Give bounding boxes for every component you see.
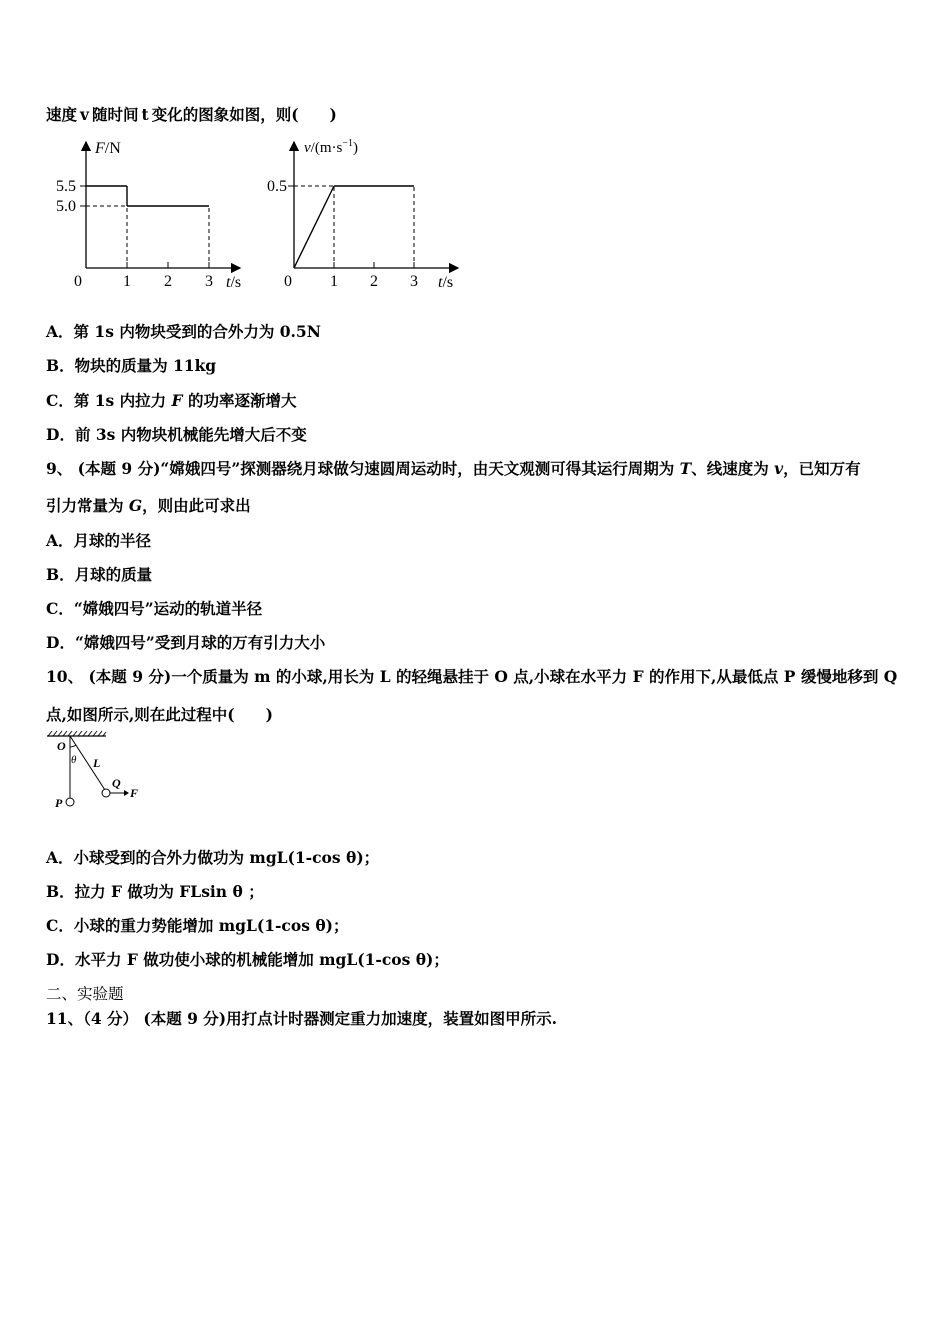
q8-option-d: D．前 3s 内物块机械能先增大后不变 [46,425,307,444]
f-y-tick-label: 5.5 [56,178,76,195]
label-q: Q [112,776,121,790]
q9-option-a: A．月球的半径 [46,531,152,550]
force-time-graph [40,132,260,297]
f-graph-xlabel: t/s [226,274,242,291]
v-graph-xlabel: t/s [438,274,454,291]
question-8-tail: 速度 v 随时间 t 变化的图象如图，则( ) [46,105,337,124]
q9-option-c: C．“嫦娥四号”运动的轨道半径 [46,599,263,618]
f-x-tick-label: 0 [74,273,82,290]
label-l: L [93,756,101,770]
section-title: 二、实验题 [46,985,124,1003]
q10-option-a: A．小球受到的合外力做功为 mgL(1-cos θ)； [46,848,380,867]
v-series-segment [294,186,334,268]
v-x-tick-label: 0 [284,273,292,290]
label-o: O [57,739,66,753]
q8-option-b: B．物块的质量为 11kg [46,356,217,375]
q9-option-d: D．“嫦娥四号”受到月球的万有引力大小 [46,633,326,652]
v-x-tick-label: 2 [370,273,378,290]
question-10-line2: 点,如图所示,则在此过程中( ) [46,705,273,724]
f-x-tick-label: 2 [164,273,172,290]
label-p: P [55,796,63,810]
ball-p [66,798,74,806]
v-y-tick-label: 0.5 [267,178,287,195]
f-x-tick-label: 3 [205,273,213,290]
label-theta: θ [71,754,77,766]
v-graph-ylabel: $v/(m\cdot s^{-1})$ [304,138,358,156]
v-x-tick-label: 1 [330,273,338,290]
var-t: t [141,105,149,124]
f-x-tick-label: 1 [123,273,131,290]
force-arrowhead [124,790,129,796]
pendulum-figure [44,730,154,815]
question-9-line2: 引力常量为 G，则由此可求出 [46,496,251,515]
question-11: 11、（4 分） (本题 9 分)用打点计时器测定重力加速度，装置如图甲所示. [46,1009,558,1028]
q8-option-a: A．第 1s 内物块受到的合外力为 0.5N [46,322,321,341]
q10-option-d: D．水平力 F 做功使小球的机械能增加 mgL(1-cos θ)； [46,950,449,969]
var-v: v [80,105,90,124]
velocity-time-graph [262,132,482,297]
q10-option-c: C．小球的重力势能增加 mgL(1-cos θ)； [46,916,349,935]
f-graph-ylabel: F/N [95,140,121,157]
v-x-tick-label: 3 [410,273,418,290]
f-y-tick-label: 5.0 [56,198,76,215]
ceiling-hatch [48,731,106,736]
ball-q [102,789,110,797]
question-9-line1: 9、 (本题 9 分)“嫦娥四号”探测器绕月球做匀速圆周运动时，由天文观测可得其运行周期为 T、线速度为 v，已知万有 [46,459,861,478]
label-f: F [130,786,139,800]
question-10-line1: 10、 (本题 9 分)一个质量为 m 的小球,用长为 L 的轻绳悬挂于 O 点,小球在水平力 F 的作用下,从最低点 P 缓慢地移到 Q [46,667,898,686]
q8-option-c: C．第 1s 内拉力 F 的功率逐渐增大 [46,391,297,410]
q10-option-b: B．拉力 F 做功为 FLsin θ ； [46,882,264,901]
q9-option-b: B．月球的质量 [46,565,153,584]
theta-arc [70,745,76,747]
